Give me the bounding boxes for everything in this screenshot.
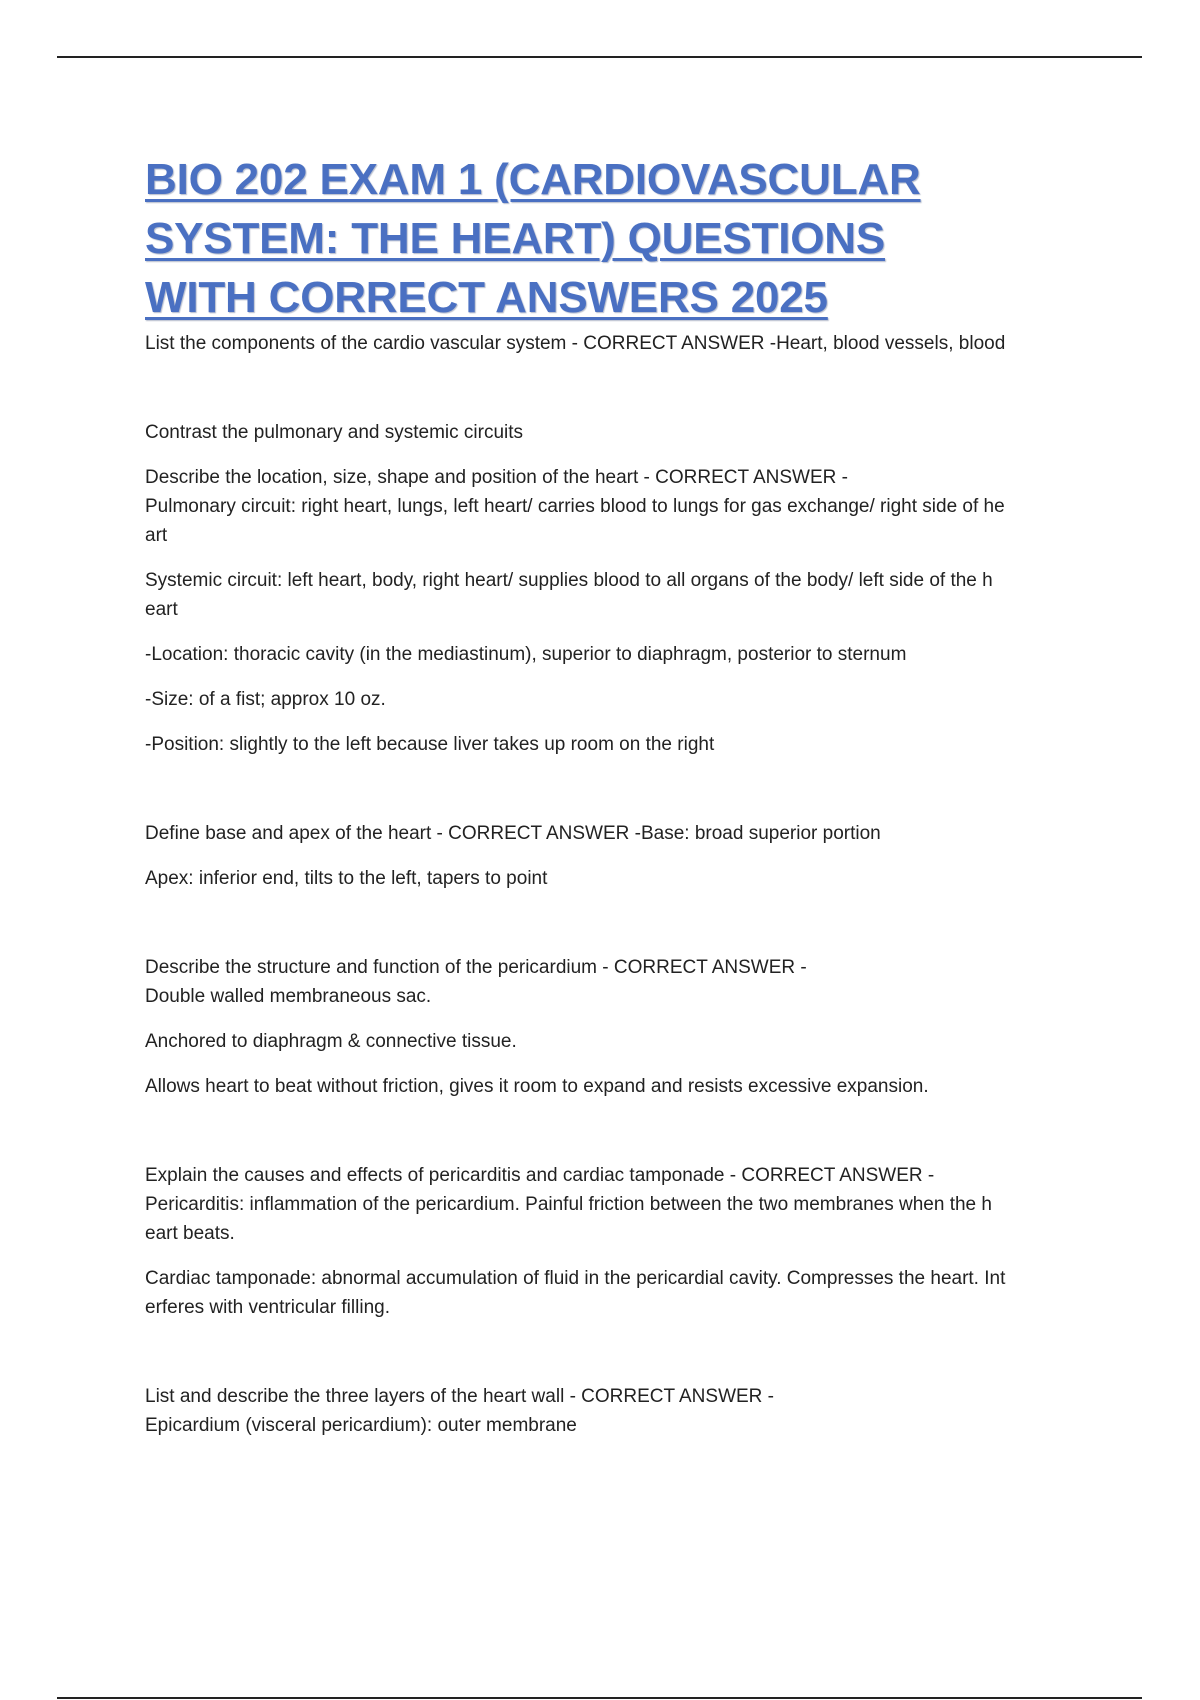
title-line: SYSTEM: THE HEART) QUESTIONS: [145, 214, 885, 263]
document-body: [145, 150, 1085, 1440]
answer-line: eart: [145, 599, 178, 620]
answer-line: Pericarditis: inflammation of the pericardium. Painful friction between the two membranes when the h: [145, 1194, 992, 1215]
answer-line: Pulmonary circuit: right heart, lungs, left heart/ carries blood to lungs for gas exchange/ right side of he: [145, 496, 1005, 517]
answer-line: Cardiac tamponade: abnormal accumulation of fluid in the pericardial cavity. Compresses the heart. Int: [145, 1268, 1006, 1289]
question-heart-wall: List and describe the three layers of the heart wall - CORRECT ANSWER -: [145, 1386, 775, 1407]
question-components: List the components of the cardio vascular system - CORRECT ANSWER -Heart, blood vessels, blood: [145, 333, 1006, 354]
answer-line: -Size: of a fist; approx 10 oz.: [145, 689, 386, 710]
bottom-rule: [57, 1697, 1142, 1699]
answer-line: Double walled membraneous sac.: [145, 986, 432, 1007]
answer-line: -Location: thoracic cavity (in the mediastinum), superior to diaphragm, posterior to sternum: [145, 644, 907, 665]
question-pericardium: Describe the structure and function of the pericardium - CORRECT ANSWER -: [145, 957, 807, 978]
answer-line: Allows heart to beat without friction, gives it room to expand and resists excessive expansion.: [145, 1076, 929, 1097]
answer-line: Epicardium (visceral pericardium): outer membrane: [145, 1415, 577, 1436]
answer-line: eart beats.: [145, 1223, 235, 1244]
question-location: Describe the location, size, shape and position of the heart - CORRECT ANSWER -: [145, 467, 848, 488]
title-line: WITH CORRECT ANSWERS 2025: [145, 273, 828, 322]
answer-line: erferes with ventricular filling.: [145, 1297, 390, 1318]
answer-line: -Position: slightly to the left because liver takes up room on the right: [145, 734, 715, 755]
top-rule: [57, 56, 1142, 58]
title-line: BIO 202 EXAM 1 (CARDIOVASCULAR: [145, 155, 921, 204]
answer-line: art: [145, 525, 168, 546]
answer-line: Systemic circuit: left heart, body, right heart/ supplies blood to all organs of the body/ left side of the h: [145, 570, 993, 591]
question-base-apex: Define base and apex of the heart - CORRECT ANSWER -Base: broad superior portion: [145, 823, 881, 844]
answer-line: Apex: inferior end, tilts to the left, tapers to point: [145, 868, 548, 889]
answer-line: Anchored to diaphragm & connective tissue.: [145, 1031, 517, 1052]
document-title: [145, 150, 1085, 327]
question-pericarditis: Explain the causes and effects of pericarditis and cardiac tamponade - CORRECT ANSWER -: [145, 1165, 935, 1186]
question-circuits: Contrast the pulmonary and systemic circuits: [145, 422, 524, 443]
